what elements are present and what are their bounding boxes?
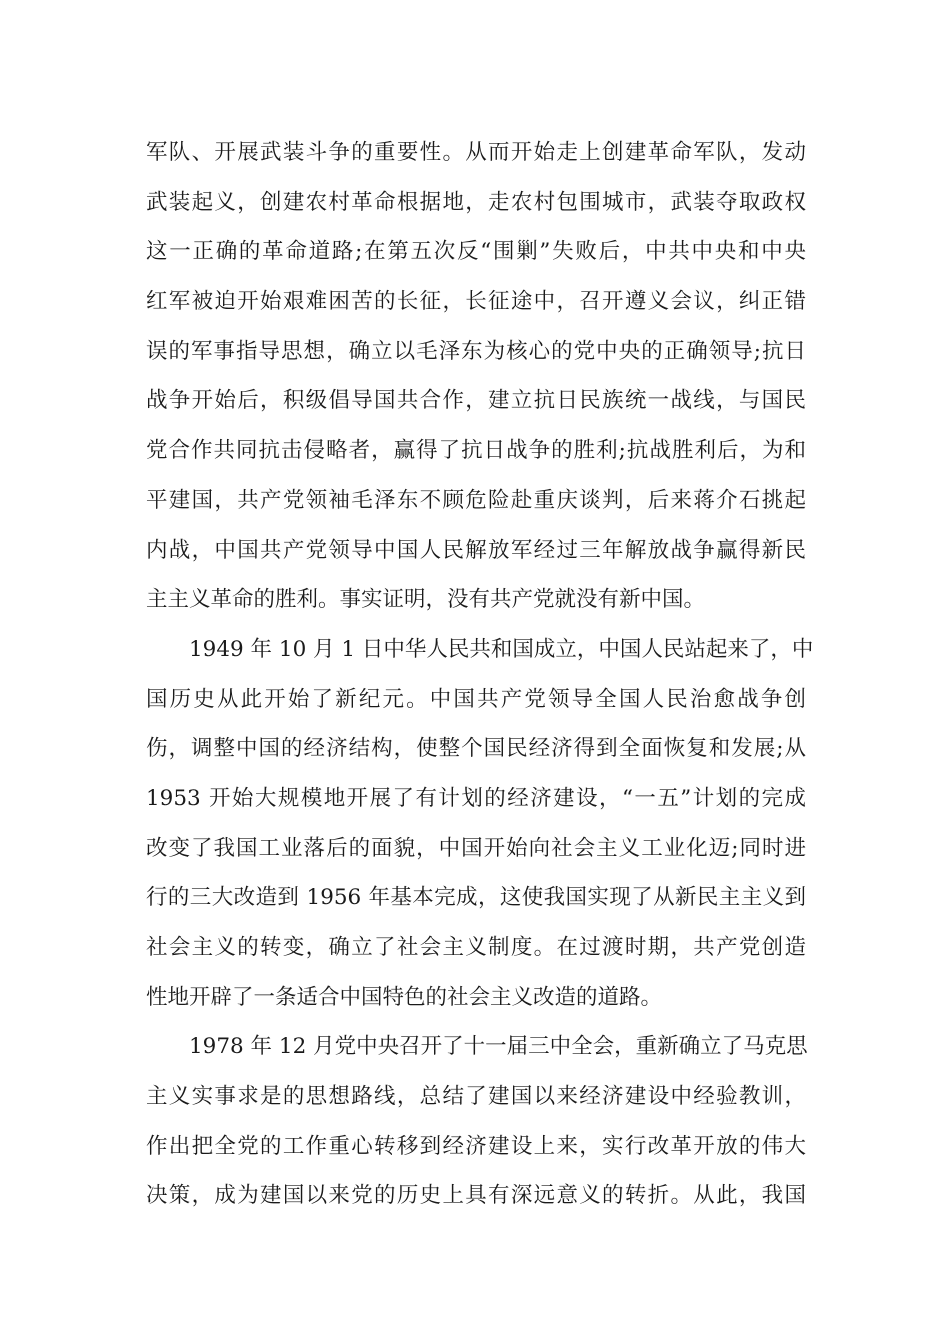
- text-line: 性地开辟了一条适合中国特色的社会主义改造的道路。: [146, 984, 663, 1010]
- text-line: 1978 年 12 月党中央召开了十一届三中全会，重新确立了马克思: [189, 1034, 808, 1060]
- text-line: 误的军事指导思想，确立以毛泽东为核心的党中央的正确领导;抗日: [146, 338, 806, 364]
- text-line: 主主义革命的胜利。事实证明，没有共产党就没有新中国。: [146, 587, 706, 613]
- paragraph: [146, 1022, 806, 1221]
- paragraph: [146, 625, 814, 1023]
- text-line: 党合作共同抗击侵略者，赢得了抗日战争的胜利;抗战胜利后，为和: [146, 438, 806, 464]
- text-line: 1953 开始大规模地开展了有计划的经济建设，“一五”计划的完成: [146, 785, 806, 811]
- text-line: 决策，成为建国以来党的历史上具有深远意义的转折。从此，我国: [146, 1183, 806, 1209]
- text-line: 军队、开展武装斗争的重要性。从而开始走上创建革命军队，发动: [146, 140, 806, 165]
- document-body: [146, 128, 814, 1221]
- text-line: 内战，中国共产党领导中国人民解放军经过三年解放战争赢得新民: [146, 537, 806, 563]
- text-line: 平建国，共产党领袖毛泽东不顾危险赴重庆谈判，后来蒋介石挑起: [146, 487, 806, 513]
- text-line: 武装起义，创建农村革命根据地，走农村包围城市，武装夺取政权: [146, 189, 806, 215]
- paragraph: [146, 128, 806, 625]
- text-line: 战争开始后，积级倡导国共合作，建立抗日民族统一战线，与国民: [146, 388, 806, 414]
- text-line: 主义实事求是的思想路线，总结了建国以来经济建设中经验教训，: [146, 1084, 806, 1110]
- text-line: 1949 年 10 月 1 日中华人民共和国成立，中国人民站起来了，中: [189, 636, 814, 662]
- text-line: 改变了我国工业落后的面貌，中国开始向社会主义工业化迈;同时进: [146, 835, 806, 861]
- text-line: 国历史从此开始了新纪元。中国共产党领导全国人民治愈战争创: [146, 686, 806, 712]
- text-line: 社会主义的转变，确立了社会主义制度。在过渡时期，共产党创造: [146, 935, 806, 960]
- text-line: 红军被迫开始艰难困苦的长征，长征途中，召开遵义会议，纠正错: [146, 289, 806, 315]
- text-line: 这一正确的革命道路;在第五次反“围剿”失败后，中共中央和中央: [146, 239, 806, 265]
- text-line: 行的三大改造到 1956 年基本完成，这使我国实现了从新民主主义到: [146, 885, 806, 911]
- text-line: 伤，调整中国的经济结构，使整个国民经济得到全面恢复和发展;从: [146, 736, 806, 762]
- text-line: 作出把全党的工作重心转移到经济建设上来，实行改革开放的伟大: [146, 1133, 806, 1159]
